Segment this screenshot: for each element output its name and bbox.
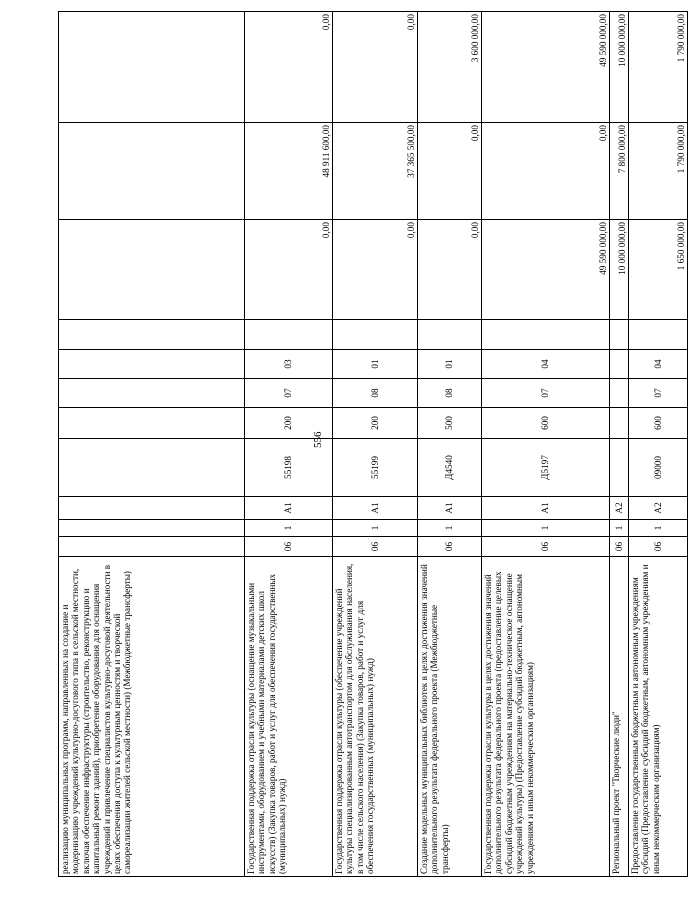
program-code-cell: 06 xyxy=(245,537,333,557)
amount-3-cell xyxy=(59,12,245,123)
project-code-cell: А1 xyxy=(418,497,482,520)
direction-code-cell: 55199 xyxy=(333,439,418,497)
program-code-cell: 06 xyxy=(418,537,482,557)
expense-type-cell: 600 xyxy=(629,408,688,439)
expense-type-cell xyxy=(610,408,629,439)
amount-1-cell: 1 650 000,00 xyxy=(629,220,688,320)
budget-table-rotated xyxy=(58,14,686,877)
direction-code-cell: Д5197 xyxy=(482,439,610,497)
amount-1-cell: 0,00 xyxy=(245,220,333,320)
direction-code-cell xyxy=(610,439,629,497)
table-row xyxy=(610,12,629,877)
section-cell xyxy=(59,379,245,408)
program-code-cell: 06 xyxy=(482,537,610,557)
blank-cell xyxy=(245,320,333,350)
blank-cell xyxy=(59,320,245,350)
section-cell: 08 xyxy=(418,379,482,408)
direction-code-cell: Д4540 xyxy=(418,439,482,497)
subsection-cell xyxy=(610,350,629,379)
direction-code-cell: 09000 xyxy=(629,439,688,497)
program-code-cell: 06 xyxy=(610,537,629,557)
subprogram-code-cell xyxy=(59,520,245,537)
table-row xyxy=(418,12,482,877)
amount-3-cell: 0,00 xyxy=(245,12,333,123)
expense-type-cell: 200 xyxy=(333,408,418,439)
amount-3-cell: 1 790 000,00 xyxy=(629,12,688,123)
section-cell xyxy=(610,379,629,408)
section-cell: 08 xyxy=(333,379,418,408)
blank-cell xyxy=(333,320,418,350)
subsection-cell: 04 xyxy=(482,350,610,379)
budget-table xyxy=(58,11,688,877)
project-code-cell: А1 xyxy=(333,497,418,520)
subsection-cell: 04 xyxy=(629,350,688,379)
amount-2-cell: 48 911 600,00 xyxy=(245,123,333,220)
table-row xyxy=(333,12,418,877)
amount-2-cell: 0,00 xyxy=(482,123,610,220)
project-code-cell: А2 xyxy=(610,497,629,520)
amount-2-cell: 0,00 xyxy=(418,123,482,220)
blank-cell xyxy=(418,320,482,350)
blank-cell xyxy=(610,320,629,350)
subsection-cell: 01 xyxy=(418,350,482,379)
section-cell: 07 xyxy=(245,379,333,408)
amount-2-cell xyxy=(59,123,245,220)
subprogram-code-cell: 1 xyxy=(610,520,629,537)
amount-3-cell: 3 600 000,00 xyxy=(418,12,482,123)
amount-2-cell: 37 365 500,00 xyxy=(333,123,418,220)
direction-code-cell xyxy=(59,439,245,497)
table-body xyxy=(59,12,688,877)
page-number: 556 xyxy=(312,431,324,448)
blank-cell xyxy=(482,320,610,350)
row-name-cell: Государственная поддержка отрасли культуры (оснащение музыкальными инструментами, оборудованием и учебными материалами детских школ искусств) (Закупка товаров, работ и услуг для обеспечения государственных (муниципальных) нужд) xyxy=(245,557,333,877)
amount-3-cell: 10 000 000,00 xyxy=(610,12,629,123)
section-cell: 07 xyxy=(629,379,688,408)
amount-1-cell: 0,00 xyxy=(418,220,482,320)
table-row xyxy=(59,12,245,877)
direction-code-cell: 55198 xyxy=(245,439,333,497)
expense-type-cell xyxy=(59,408,245,439)
row-name-cell: Предоставление государственным бюджетным и автономным учреждениям субсидий (Предоставление субсидий бюджетным, автономным учреждениям и иным некоммерческим организациям) xyxy=(629,557,688,877)
expense-type-cell: 500 xyxy=(418,408,482,439)
amount-3-cell: 0,00 xyxy=(333,12,418,123)
project-code-cell xyxy=(59,497,245,520)
section-cell: 07 xyxy=(482,379,610,408)
blank-cell xyxy=(629,320,688,350)
table-row xyxy=(245,12,333,877)
row-name-cell: Создание модельных муниципальных библиотек в целях достижения значений дополнительного результата федерального проекта (Межбюджетные трансферты) xyxy=(418,557,482,877)
subprogram-code-cell: 1 xyxy=(482,520,610,537)
amount-1-cell xyxy=(59,220,245,320)
project-code-cell: А2 xyxy=(629,497,688,520)
row-name-cell: Государственная поддержка отрасли культуры в целях достижения значений дополнительного результата федерального проекта (предоставление целевых субсидий бюджетным учреждениям на материально-техническое оснащение учреждений культуры) (Предоставление субсидий бюджетным, автономным учреждениям и иным некоммерческим организациям) xyxy=(482,557,610,877)
expense-type-cell: 600 xyxy=(482,408,610,439)
program-code-cell xyxy=(59,537,245,557)
amount-1-cell: 49 590 000,00 xyxy=(482,220,610,320)
subprogram-code-cell: 1 xyxy=(333,520,418,537)
expense-type-cell: 200 xyxy=(245,408,333,439)
row-name-cell: Государственная поддержка отрасли культуры (обеспечение учреждений культуры специализированным автотранспортом для обслуживания населения, в том числе сельского населения) (Закупка товаров, работ и услуг для обеспечения государственных (муниципальных) нужд) xyxy=(333,557,418,877)
subsection-cell: 03 xyxy=(245,350,333,379)
amount-2-cell: 7 800 000,00 xyxy=(610,123,629,220)
project-code-cell: А1 xyxy=(245,497,333,520)
table-row xyxy=(482,12,610,877)
table-row xyxy=(629,12,688,877)
row-name-cell: Региональный проект "Творческие люди" xyxy=(610,557,629,877)
amount-2-cell: 1 790 000,00 xyxy=(629,123,688,220)
row-name-cell: реализацию муниципальных программ, направленных на создание и модернизацию учреждений культурно-досугового типа в сельской местности, включая обеспечение инфраструктуры (строительство, реконструкцию и капитальный ремонт зданий), приобретение оборудования для оснащения учреждений и привлечение специалистов культурно-досуговой деятельности в целях обеспечения доступа к культурным ценностям и творческой самореализации жителей сельской местности) (Межбюджетные трансферты) xyxy=(59,557,245,877)
amount-3-cell: 49 590 000,00 xyxy=(482,12,610,123)
subsection-cell xyxy=(59,350,245,379)
subprogram-code-cell: 1 xyxy=(629,520,688,537)
program-code-cell: 06 xyxy=(333,537,418,557)
program-code-cell: 06 xyxy=(629,537,688,557)
subsection-cell: 01 xyxy=(333,350,418,379)
subprogram-code-cell: 1 xyxy=(418,520,482,537)
subprogram-code-cell: 1 xyxy=(245,520,333,537)
amount-1-cell: 0,00 xyxy=(333,220,418,320)
project-code-cell: А1 xyxy=(482,497,610,520)
amount-1-cell: 10 000 000,00 xyxy=(610,220,629,320)
